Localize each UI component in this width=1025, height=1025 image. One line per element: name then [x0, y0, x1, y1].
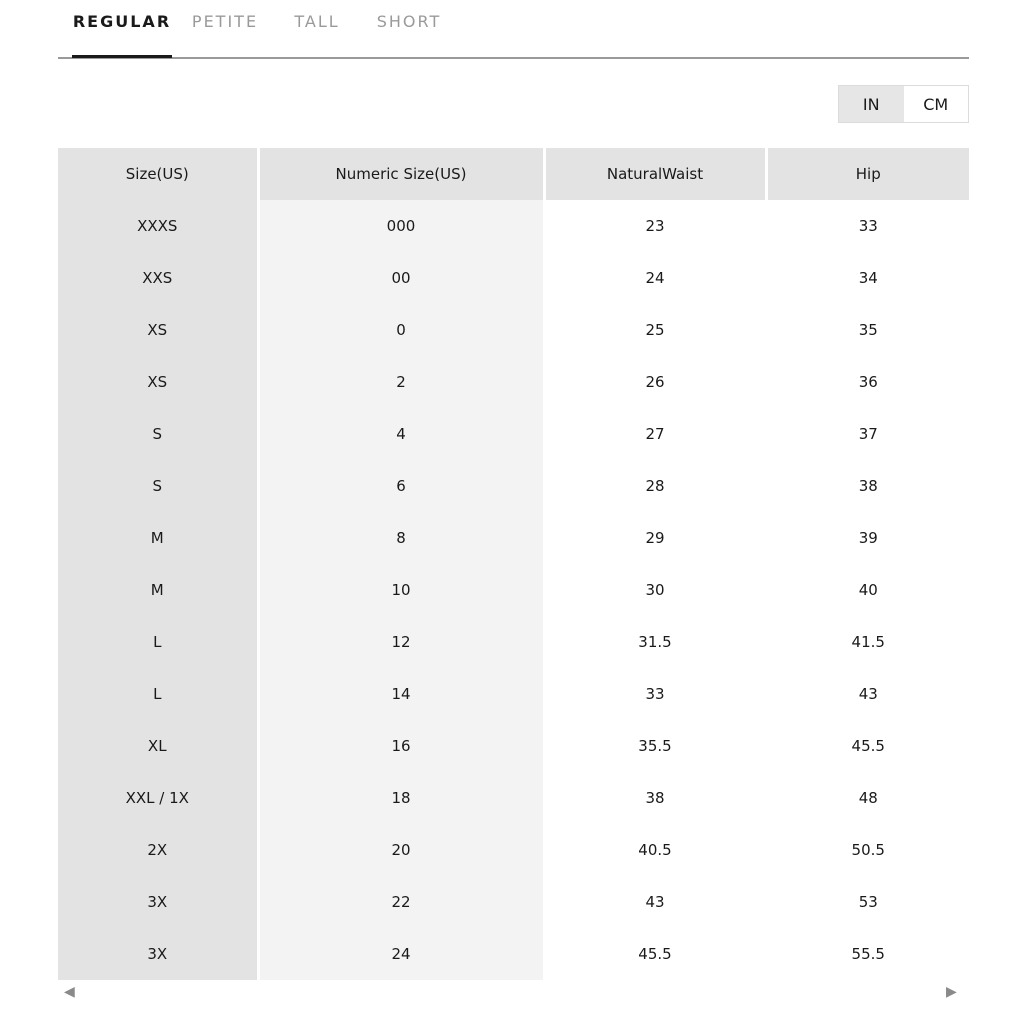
cell-natural-waist: 40.5 — [544, 824, 766, 876]
cell-natural-waist: 24 — [544, 252, 766, 304]
cell-numeric-size: 18 — [258, 772, 544, 824]
size-chart-table — [58, 148, 969, 980]
cell-hip: 35 — [766, 304, 969, 356]
cell-size-us: L — [58, 668, 258, 720]
tab-short[interactable]: SHORT — [376, 12, 442, 31]
cell-numeric-size: 8 — [258, 512, 544, 564]
cell-numeric-size: 0 — [258, 304, 544, 356]
cell-numeric-size: 24 — [258, 928, 544, 980]
table-row — [58, 512, 969, 564]
table-row — [58, 200, 969, 252]
cell-size-us: XXXS — [58, 200, 258, 252]
scroll-left-icon[interactable]: ◀ — [64, 984, 75, 1000]
unit-in-button[interactable]: IN — [839, 86, 904, 122]
tab-regular[interactable]: REGULAR — [72, 12, 172, 58]
table-row — [58, 408, 969, 460]
cell-natural-waist: 33 — [544, 668, 766, 720]
cell-numeric-size: 12 — [258, 616, 544, 668]
table-header-row — [58, 148, 969, 200]
cell-size-us: M — [58, 564, 258, 616]
cell-hip: 38 — [766, 460, 969, 512]
cell-hip: 55.5 — [766, 928, 969, 980]
cell-size-us: M — [58, 512, 258, 564]
cell-numeric-size: 00 — [258, 252, 544, 304]
table-row — [58, 460, 969, 512]
table-row — [58, 876, 969, 928]
cell-size-us: XXL / 1X — [58, 772, 258, 824]
header-natural-waist: NaturalWaist — [544, 148, 766, 200]
cell-numeric-size: 16 — [258, 720, 544, 772]
cell-hip: 43 — [766, 668, 969, 720]
cell-natural-waist: 35.5 — [544, 720, 766, 772]
cell-numeric-size: 000 — [258, 200, 544, 252]
cell-natural-waist: 28 — [544, 460, 766, 512]
unit-toggle — [838, 85, 969, 123]
cell-hip: 39 — [766, 512, 969, 564]
table-row — [58, 928, 969, 980]
cell-natural-waist: 30 — [544, 564, 766, 616]
cell-size-us: 3X — [58, 876, 258, 928]
table-row — [58, 304, 969, 356]
cell-numeric-size: 4 — [258, 408, 544, 460]
cell-natural-waist: 38 — [544, 772, 766, 824]
table-row — [58, 616, 969, 668]
cell-numeric-size: 10 — [258, 564, 544, 616]
table-body — [58, 200, 969, 980]
cell-size-us: L — [58, 616, 258, 668]
cell-size-us: XS — [58, 356, 258, 408]
table-row — [58, 564, 969, 616]
cell-hip: 45.5 — [766, 720, 969, 772]
table-row — [58, 720, 969, 772]
cell-size-us: 3X — [58, 928, 258, 980]
cell-hip: 48 — [766, 772, 969, 824]
cell-natural-waist: 27 — [544, 408, 766, 460]
cell-hip: 53 — [766, 876, 969, 928]
table-row — [58, 668, 969, 720]
cell-size-us: XL — [58, 720, 258, 772]
header-numeric-size-us: Numeric Size(US) — [258, 148, 544, 200]
cell-natural-waist: 25 — [544, 304, 766, 356]
cell-numeric-size: 14 — [258, 668, 544, 720]
cell-natural-waist: 43 — [544, 876, 766, 928]
table-row — [58, 252, 969, 304]
cell-numeric-size: 20 — [258, 824, 544, 876]
header-size-us: Size(US) — [58, 148, 258, 200]
cell-natural-waist: 29 — [544, 512, 766, 564]
cell-size-us: S — [58, 408, 258, 460]
cell-hip: 50.5 — [766, 824, 969, 876]
cell-hip: 37 — [766, 408, 969, 460]
cell-numeric-size: 22 — [258, 876, 544, 928]
tab-tall[interactable]: TALL — [294, 12, 340, 31]
cell-hip: 36 — [766, 356, 969, 408]
cell-size-us: S — [58, 460, 258, 512]
cell-hip: 34 — [766, 252, 969, 304]
cell-size-us: XS — [58, 304, 258, 356]
table-row — [58, 772, 969, 824]
cell-natural-waist: 26 — [544, 356, 766, 408]
cell-hip: 41.5 — [766, 616, 969, 668]
table-row — [58, 824, 969, 876]
cell-hip: 33 — [766, 200, 969, 252]
tab-petite[interactable]: PETITE — [191, 12, 259, 31]
cell-numeric-size: 2 — [258, 356, 544, 408]
unit-cm-button[interactable]: CM — [923, 94, 949, 114]
header-hip: Hip — [766, 148, 969, 200]
cell-hip: 40 — [766, 564, 969, 616]
cell-natural-waist: 45.5 — [544, 928, 766, 980]
cell-numeric-size: 6 — [258, 460, 544, 512]
cell-size-us: 2X — [58, 824, 258, 876]
cell-natural-waist: 23 — [544, 200, 766, 252]
cell-size-us: XXS — [58, 252, 258, 304]
cell-natural-waist: 31.5 — [544, 616, 766, 668]
scroll-right-icon[interactable]: ▶ — [946, 984, 957, 1000]
table-row — [58, 356, 969, 408]
size-tabs — [58, 0, 969, 59]
